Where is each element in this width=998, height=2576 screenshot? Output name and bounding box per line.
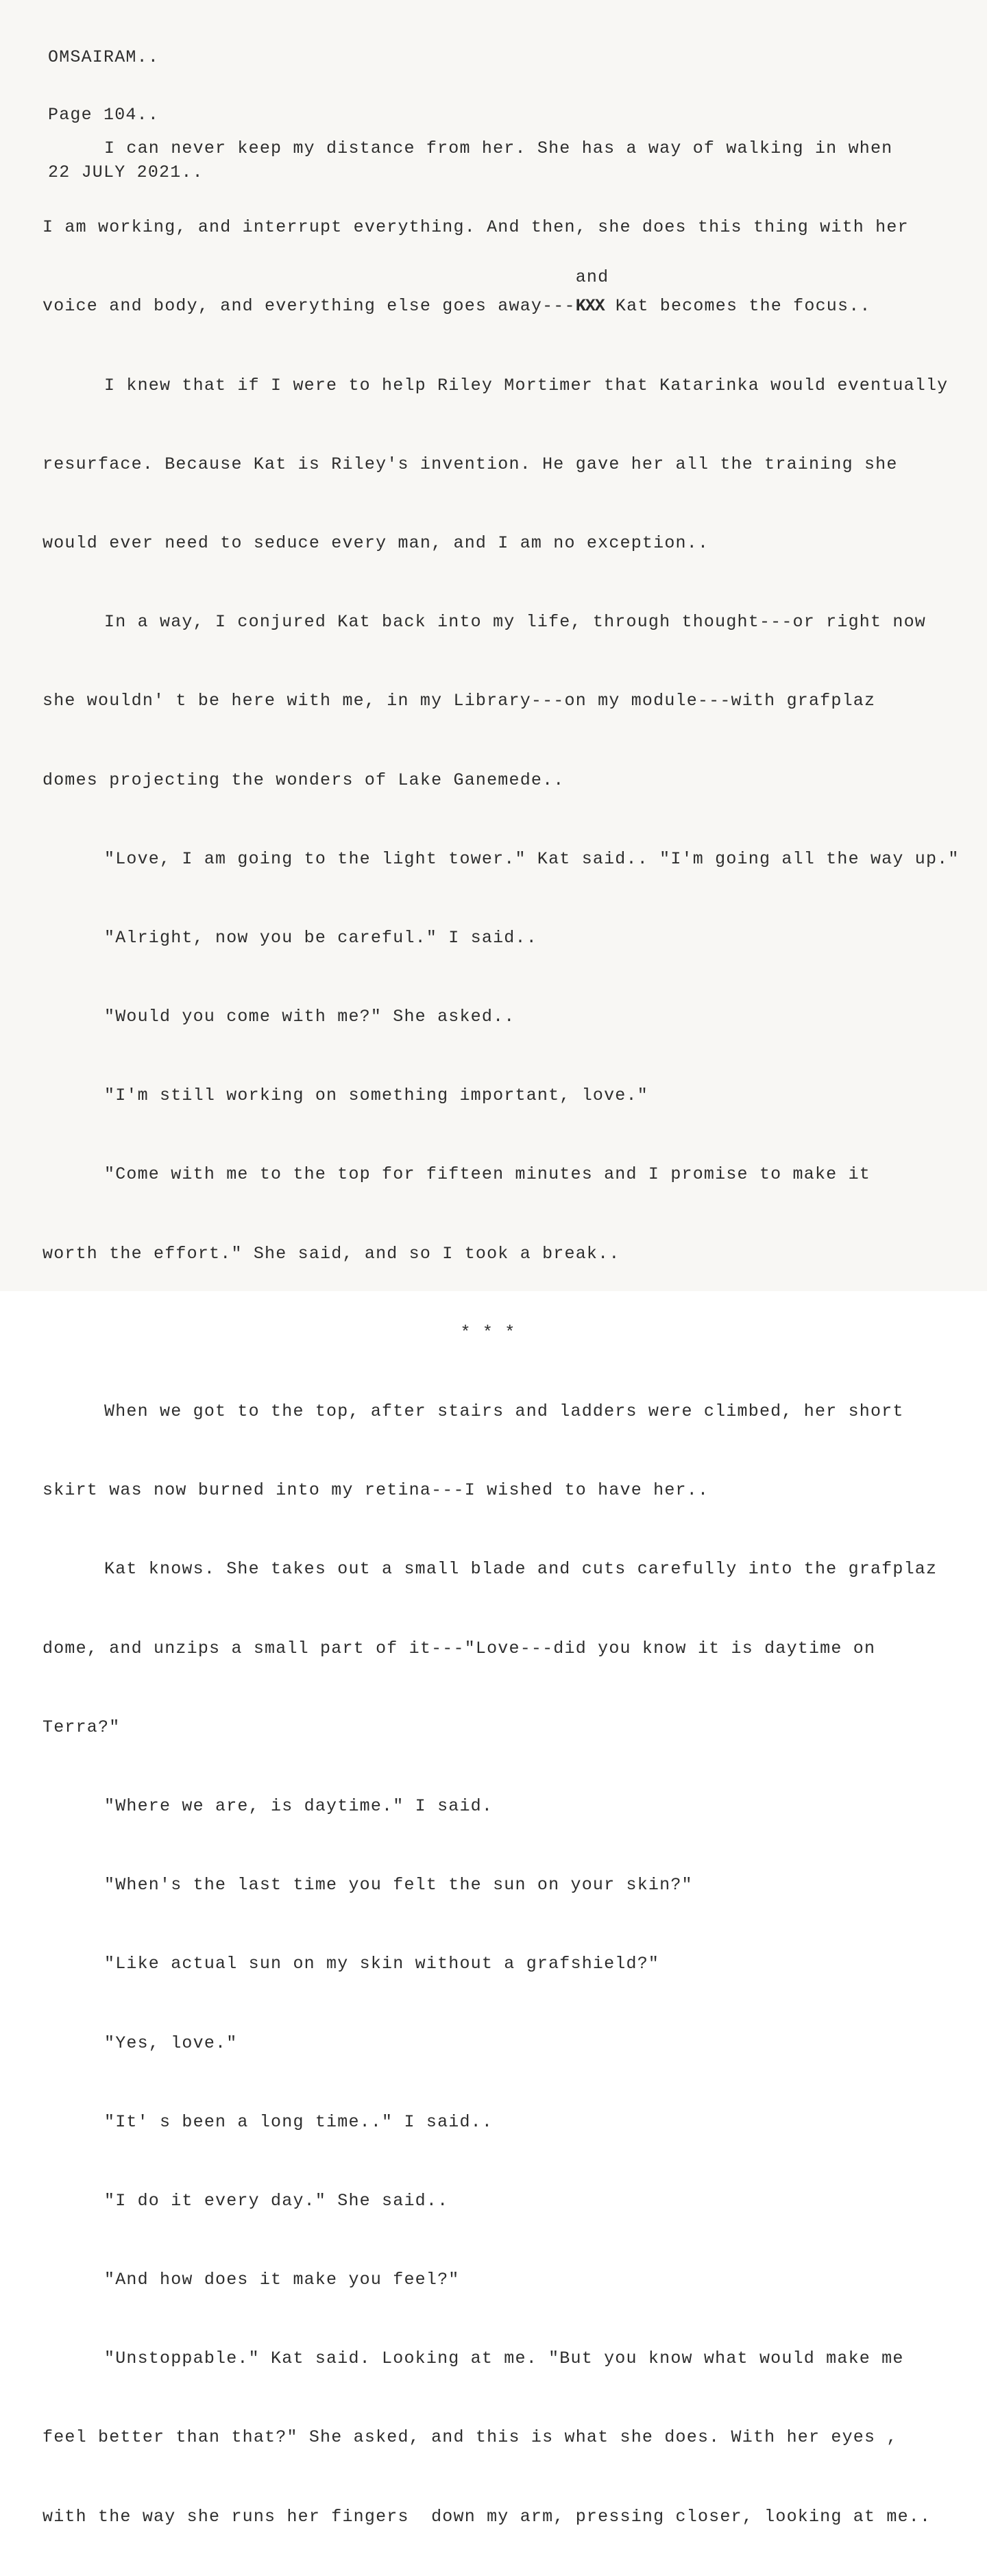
struck-text: KXX [575, 296, 605, 317]
dialogue-line: "Where we are, is daytime." I said. [104, 1795, 494, 1816]
dialogue-line: "I'm still working on something important, love." [104, 1085, 648, 1106]
text-line: dome, and unzips a small part of it---"Love---did you know it is daytime on [42, 1638, 876, 1658]
header-date: 22 JULY 2021.. [48, 162, 204, 182]
text-line-with-correction [42, 267, 982, 326]
text-line: I knew that if I were to help Riley Mortimer that Katarinka would eventually [104, 375, 949, 395]
text-line: I can never keep my distance from her. She has a way of walking in when [104, 138, 893, 158]
dialogue-line: "Would you come with me?" She asked.. [104, 1007, 515, 1027]
text-line: In a way, I conjured Kat back into my life, through thought---or right now [104, 612, 926, 633]
text-line: When we got to the top, after stairs and ladders were climbed, her short [104, 1401, 904, 1421]
text-fragment: Kat becomes the focus.. [604, 296, 871, 317]
text-line: Terra?" [42, 1717, 121, 1737]
dialogue-line: "Come with me to the top for fifteen minutes and I promise to make it [104, 1164, 871, 1185]
text-line: feel better than that?" She asked, and this is what she does. With her eyes , [42, 2427, 898, 2448]
manuscript-body [42, 89, 982, 2576]
text-line: she wouldn' t be here with me, in my Library---on my module---with grafplaz [42, 691, 876, 711]
text-line: would ever need to seduce every man, and I am no exception.. [42, 532, 709, 553]
header-page-number: Page 104.. [48, 105, 160, 125]
dialogue-line: "Alright, now you be careful." I said.. [104, 927, 537, 948]
dialogue-line: "Yes, love." [104, 2033, 238, 2053]
dialogue-line: "And how does it make you feel?" [104, 2270, 460, 2290]
page-edge [987, 0, 998, 1291]
text-line: worth the effort." She said, and so I took a break.. [42, 1243, 620, 1264]
dialogue-line: "Like actual sun on my skin without a grafshield?" [104, 1954, 660, 1974]
text-line: I am working, and interrupt everything. And then, she does this thing with her [42, 217, 909, 238]
dialogue-line: "Love, I am going to the light tower." Kat said.. "I'm going all the way up." [104, 848, 960, 869]
inserted-word: and [575, 267, 609, 288]
text-line: domes projecting the wonders of Lake Ganemede.. [42, 770, 565, 790]
dialogue-line: "I do it every day." She said.. [104, 2190, 449, 2211]
dialogue-line: "It' s been a long time.." I said.. [104, 2111, 494, 2132]
text-fragment: voice and body, and everything else goes away--- [42, 296, 576, 317]
header-omsairam: OMSAIRAM.. [48, 47, 160, 67]
text-line: resurface. Because Kat is Riley's invention. He gave her all the training she [42, 454, 898, 474]
text-line: with the way she runs her fingers down my arm, pressing closer, looking at me.. [42, 2506, 932, 2527]
text-line: skirt was now burned into my retina---I wished to have her.. [42, 1480, 709, 1501]
dialogue-line: "When's the last time you felt the sun on your skin?" [104, 1875, 693, 1896]
section-separator: * * * [460, 1322, 516, 1342]
dialogue-line: "Unstoppable." Kat said. Looking at me. "But you know what would make me [104, 2348, 904, 2369]
correction-mark [575, 267, 609, 326]
text-line: Kat knows. She takes out a small blade and cuts carefully into the grafplaz [104, 1559, 938, 1580]
